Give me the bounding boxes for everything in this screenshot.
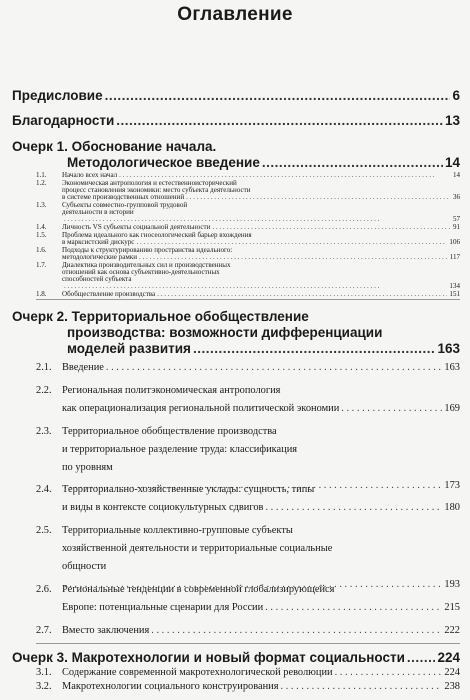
subentry-page: 224 — [444, 667, 460, 678]
subentry-line: методологические рамки — [62, 253, 137, 262]
essay-1-heading-line-1[interactable]: Очерк 1. Обоснование начала. — [12, 139, 217, 154]
subentry-line: Региональная политэкономическая антропология — [62, 384, 281, 396]
subentry-number: 3.2. — [36, 681, 52, 692]
leader-dots — [157, 291, 447, 298]
subentry-text — [62, 681, 460, 692]
leader-dots — [136, 239, 447, 246]
essay-2-heading-line-2[interactable]: производства: возможности дифференциации — [67, 325, 383, 340]
subentry-text — [62, 481, 460, 517]
toc-entry-acknowledgements[interactable] — [12, 113, 460, 128]
leader-dots — [281, 681, 443, 692]
subentry-line: Введение — [62, 362, 104, 373]
subentry-line: Территориальное обобществление производства — [62, 425, 277, 437]
subentry-line: Личность VS субъекты социальной деятельности — [62, 223, 211, 232]
subentry-page: 193 — [444, 579, 460, 591]
subentry-page: 106 — [449, 238, 460, 247]
divider — [36, 643, 460, 644]
subentry-text — [62, 581, 460, 617]
leader-dots — [407, 650, 436, 665]
toc-subentry[interactable] — [36, 382, 460, 414]
toc-label: Благодарности — [12, 113, 115, 128]
subentry-text — [62, 202, 460, 223]
subentry-number: 1.8. — [36, 290, 47, 299]
leader-dots — [64, 216, 451, 223]
toc-page: 224 — [437, 650, 460, 665]
divider — [36, 299, 460, 300]
subentry-line: Макротехнологии социального конструирования — [62, 681, 279, 692]
leader-dots — [262, 155, 443, 170]
subentry-text — [62, 359, 460, 377]
subentry-number: 2.5. — [36, 525, 52, 537]
subentry-page: 134 — [449, 281, 460, 290]
subentry-line: деятельности в истории — [62, 207, 134, 216]
subentry-text — [62, 382, 460, 418]
leader-dots — [341, 400, 442, 418]
subentry-page: 222 — [444, 624, 460, 636]
subentry-line: Обобществление производства — [62, 290, 156, 299]
essay-2-heading[interactable] — [67, 341, 460, 356]
subentry-line: Подходы к структурированию пространства идеального: — [62, 246, 233, 255]
toc-subentry[interactable] — [36, 681, 460, 693]
subentry-line: хозяйственной деятельности и территориальные социальные — [62, 543, 333, 555]
subentry-line: как операционализация региональной политической экономии — [62, 402, 340, 414]
subentry-page: 215 — [444, 602, 460, 614]
essay-1-heading[interactable] — [67, 155, 460, 170]
subentry-line: способностей субъекта — [62, 275, 132, 284]
subentry-text — [62, 232, 460, 246]
leader-dots — [212, 224, 451, 231]
subentry-page: 238 — [444, 681, 460, 692]
subentry-line: Начало всех начал — [62, 171, 118, 179]
subentry-line: в системе производственных отношений — [62, 192, 185, 201]
leader-dots — [119, 172, 451, 179]
subentry-number: 1.7. — [36, 261, 47, 270]
leader-dots — [193, 341, 436, 356]
essay-3-heading[interactable] — [12, 650, 460, 665]
toc-subentry[interactable] — [36, 262, 460, 312]
subentry-page: 57 — [452, 214, 460, 223]
subentry-page: 151 — [449, 290, 460, 299]
toc-label: Методологическое введение — [67, 155, 260, 170]
subentry-text — [62, 180, 460, 201]
toc-label: Предисловие — [12, 88, 103, 103]
subentry-number: 2.2. — [36, 384, 52, 396]
subentry-page: 91 — [452, 223, 460, 232]
subentry-line: Территориально-хозяйственные уклады: сущность, типы — [62, 484, 315, 496]
subentry-number: 2.7. — [36, 624, 52, 636]
subentry-line: Проблема идеального как гносеологический барьер вхождения — [62, 231, 252, 240]
toc-page: 6 — [452, 88, 460, 103]
toc-subentry[interactable] — [36, 359, 460, 371]
subentry-line: процесс становления экономики: место субъекта деятельности — [62, 186, 251, 195]
subentry-number: 1.2. — [36, 179, 47, 188]
leader-dots — [106, 359, 443, 377]
leader-dots — [139, 254, 448, 261]
subentry-line: Европе: потенциальные сценарии для России — [62, 602, 264, 614]
toc-page: 163 — [437, 341, 460, 356]
leader-dots — [64, 283, 447, 290]
subentry-line: Вместо заключения — [62, 624, 150, 636]
subentry-page: 163 — [444, 362, 460, 373]
leader-dots — [335, 667, 443, 678]
subentry-line: отношений как основа субъективно-деятельностных — [62, 268, 220, 277]
subentry-line: Диалектика производительных сил и производственных — [62, 261, 231, 270]
subentry-page: 180 — [444, 502, 460, 514]
subentry-line: Экономическая антропология и естественноисторический — [62, 179, 237, 188]
essay-2-heading-line-1[interactable]: Очерк 2. Территориальное обобществление — [12, 309, 309, 324]
subentry-line: Территориальные коллективно-групповые субъекты — [62, 525, 293, 537]
subentry-number: 3.1. — [36, 667, 52, 678]
toc-subentry[interactable] — [36, 291, 460, 303]
subentry-number: 2.1. — [36, 362, 52, 373]
leader-dots — [105, 88, 451, 103]
subentry-number: 1.1. — [36, 171, 47, 179]
subentry-page: 117 — [449, 253, 460, 262]
leader-dots — [116, 113, 443, 128]
subentry-line: Содержание современной макротехнологической революции — [62, 667, 333, 678]
page-title: Оглавление — [177, 4, 293, 25]
leader-dots — [265, 599, 442, 617]
toc-page: 14 — [444, 155, 460, 170]
subentry-text — [62, 172, 460, 179]
subentry-page: 169 — [444, 402, 460, 414]
subentry-number: 1.5. — [36, 231, 47, 240]
subentry-text — [62, 291, 460, 298]
toc-subentry[interactable] — [36, 581, 460, 614]
subentry-number: 2.3. — [36, 425, 52, 437]
subentry-text — [62, 247, 460, 261]
subentry-number: 2.6. — [36, 584, 52, 596]
subentry-text — [62, 262, 460, 289]
subentry-number: 1.3. — [36, 201, 47, 210]
subentry-number: 1.4. — [36, 223, 47, 232]
leader-dots — [151, 622, 442, 640]
toc-label: моделей развития — [67, 341, 191, 356]
toc-subentry[interactable] — [36, 667, 460, 679]
toc-page: 13 — [444, 113, 460, 128]
toc-subentry[interactable] — [36, 481, 460, 514]
subentry-text — [62, 667, 460, 678]
subentry-page: 14 — [452, 171, 460, 179]
subentry-text — [62, 224, 460, 231]
subentry-line: и виды в контексте социокультурных сдвигов — [62, 502, 264, 514]
subentry-line: общности — [62, 561, 107, 573]
leader-dots — [186, 194, 451, 201]
subentry-line: и территориальное разделение труда: классификация — [62, 443, 298, 455]
toc-entry-preface[interactable] — [12, 88, 460, 103]
subentry-page: 36 — [452, 192, 460, 201]
subentry-number: 1.6. — [36, 246, 47, 255]
subentry-page: 173 — [444, 479, 460, 491]
toc-subentry[interactable] — [36, 622, 460, 634]
subentry-line: в марксистский дискурс — [62, 238, 135, 247]
subentry-text — [62, 622, 460, 640]
subentry-line: Субъекты совместно-групповой трудовой — [62, 201, 188, 210]
toc-label: Очерк 3. Макротехнологии и новый формат социальности — [12, 650, 405, 665]
subentry-number: 2.4. — [36, 484, 52, 496]
subentry-line: по уровням — [62, 461, 113, 473]
subentry-line: Региональные тенденции в современной глобализирующейся — [62, 584, 335, 596]
leader-dots — [265, 499, 442, 517]
